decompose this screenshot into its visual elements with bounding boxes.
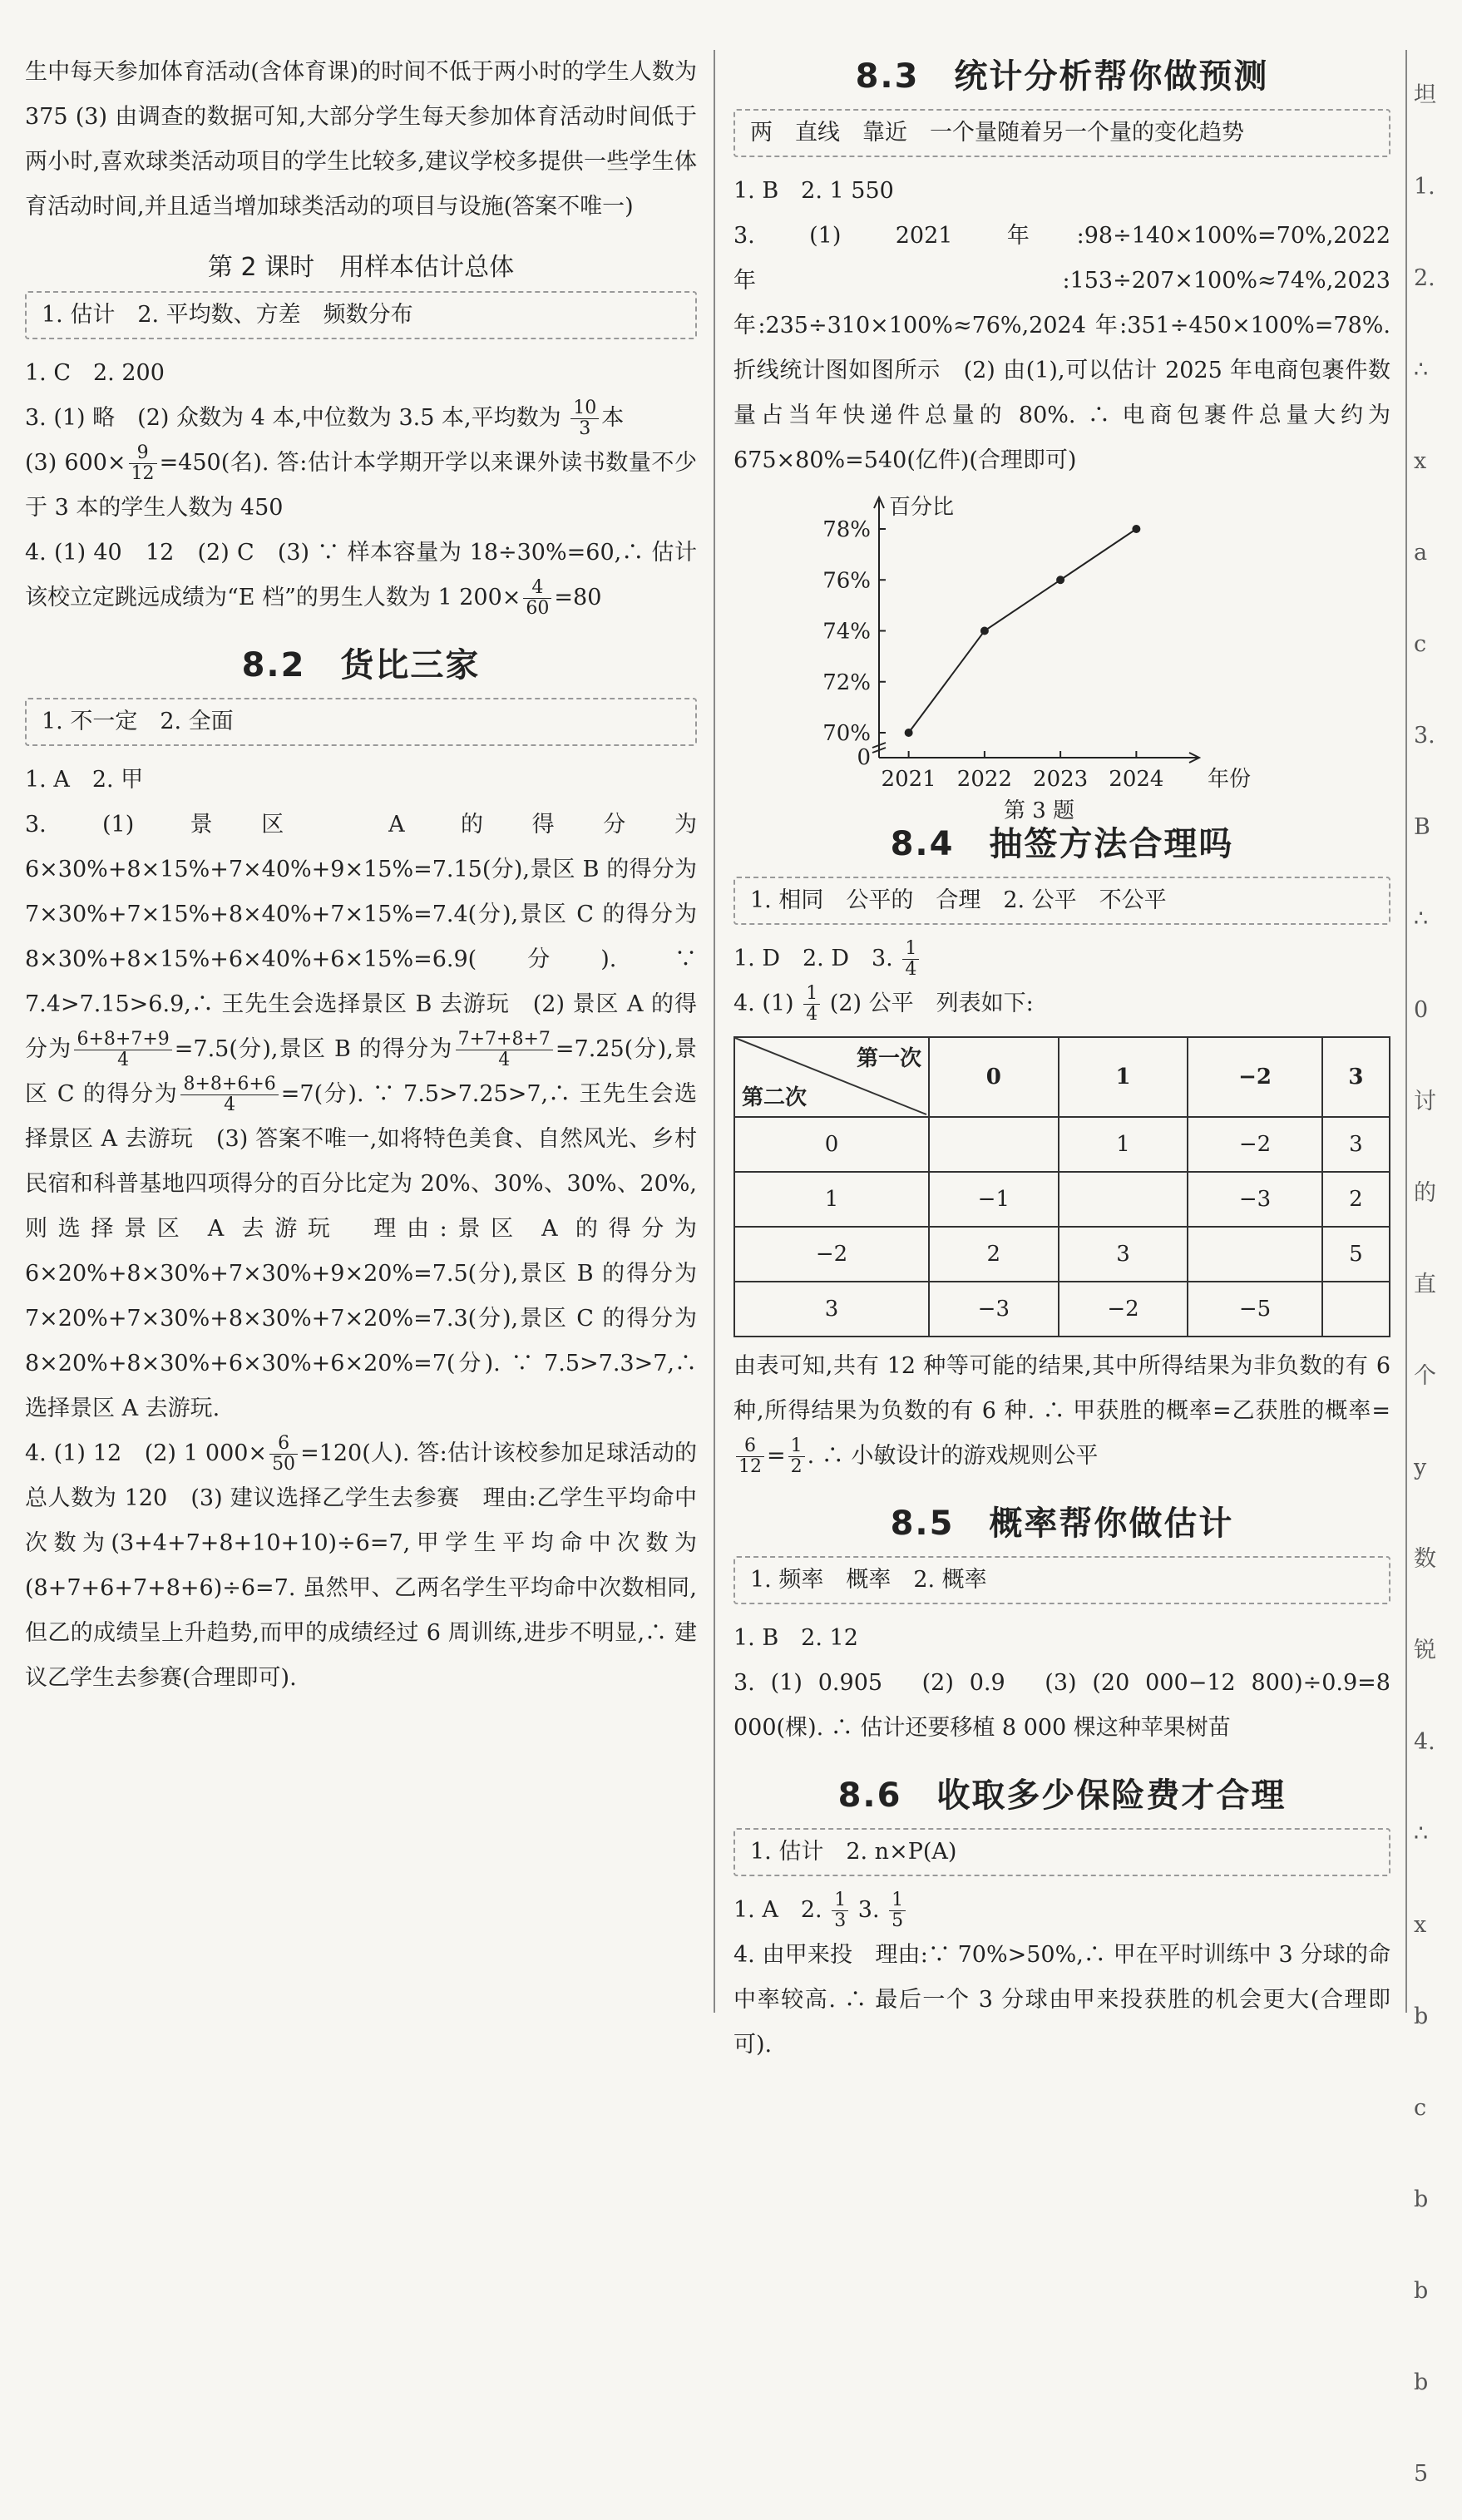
- q3-82-c: =7.25(分),景区 C 的得分为: [25, 1036, 698, 1107]
- corner-bottom-label: 第二次: [742, 1085, 808, 1110]
- after-table-b: . ∴ 小敏设计的游戏规则公平: [807, 1443, 1099, 1469]
- fragment-line: 3.: [1414, 723, 1435, 749]
- fragment-line: 坦: [1414, 82, 1436, 108]
- fraction-den: 2: [790, 1456, 803, 1477]
- fragment-line: 0: [1414, 997, 1429, 1023]
- fill-in-box-84: 1. 相同 公平的 合理 2. 公平 不公平: [733, 877, 1390, 925]
- fraction-num: 1: [832, 1890, 848, 1911]
- q4-82-a: 4. (1) 12 (2) 1 000×: [25, 1440, 268, 1466]
- fraction-b-score: [456, 1030, 553, 1070]
- fraction-num: 4: [523, 578, 551, 599]
- data-point: [1132, 525, 1140, 533]
- fraction-1-5: [889, 1890, 906, 1931]
- fill-in-box-1: 1. 估计 2. 平均数、方差 频数分布: [25, 291, 697, 339]
- fraction-9-12: [129, 443, 157, 484]
- answer-q12-83: 1. B 2. 1 550: [733, 178, 894, 204]
- fragment-line: ∴: [1414, 357, 1429, 383]
- q4-text: 4. (1) 40 12 (2) C (3) ∵ 样本容量为 18÷30%=60,∴ 估计该校立定跳远成绩为“E 档”的男生人数为 1 200×: [25, 540, 697, 610]
- answer-q4: [25, 531, 697, 620]
- data-point: [980, 627, 989, 635]
- fraction-num: 8+8+6+6: [180, 1075, 278, 1095]
- table-row: [734, 1282, 1390, 1337]
- outcome-table: [733, 1036, 1390, 1337]
- fraction-num: 1: [889, 1890, 906, 1911]
- fraction-num: 6+8+7+9: [74, 1030, 171, 1050]
- x-tick-label: 2024: [1109, 767, 1164, 792]
- fragment-line: ∴: [1414, 1821, 1429, 1846]
- q3b-tail: =450(名). 答:估计本学期开学以来课外读书数量不少于 3 本的学生人数为 450: [25, 450, 697, 521]
- right-column-fragment: [1414, 50, 1462, 2520]
- fraction-num: 9: [129, 443, 157, 464]
- table-col-header: 0: [929, 1037, 1059, 1117]
- q123-86-b: 3.: [857, 1897, 880, 1923]
- x-axis-label: 年份: [1208, 767, 1252, 792]
- answer-q12: 1. C 2. 200: [25, 360, 165, 386]
- table-cell: 2: [1322, 1172, 1390, 1227]
- q3b-pre: (3) 600×: [25, 450, 126, 476]
- q3-82-d: =7(分). ∵ 7.5>7.25>7,∴ 王先生会选择景区 A 去游玩 (3) 答案不唯一,如将特色美食、自然风光、乡村民宿和科普基地四项得分的百分比定为 20%、30%、30%、20%,则选择景区 A 去游玩 理由:景区 A 的得分为 6×20%+8×30%+7×30%+9×20%=7.5(分),景区 B 的得分为 7×20%+7×30%+8×30%+7×20%=7.3(分),景区 C 的得分为 8×20%+8×30%+6×30%+6×20%=7(分). ∵ 7.5>7.3>7,∴ 选择景区 A 去游玩.: [25, 1081, 697, 1421]
- table-cell: [1188, 1227, 1321, 1282]
- answer-q4-84: [733, 981, 1390, 1026]
- fragment-line: x: [1414, 448, 1427, 474]
- q3-tail: 本: [601, 405, 625, 431]
- q123-86-a: 1. A 2.: [733, 1897, 822, 1923]
- fraction-den: 50: [272, 1454, 296, 1475]
- fraction-num: 1: [803, 984, 820, 1005]
- fragment-line: c: [1414, 631, 1427, 657]
- table-col-header: −2: [1188, 1037, 1321, 1117]
- fraction-num: 6: [269, 1434, 298, 1455]
- q3-text: 3. (1) 略 (2) 众数为 4 本,中位数为 3.5 本,平均数为: [25, 405, 561, 431]
- section-8-4-title: 8.4 抽签方法合理吗: [890, 825, 1234, 863]
- y-tick-label: 72%: [822, 670, 871, 695]
- fragment-line: a: [1414, 540, 1428, 566]
- fraction-num: 1: [902, 939, 919, 960]
- fraction-den: 12: [738, 1456, 762, 1477]
- series-line: [909, 529, 1137, 733]
- table-cell: −2: [1059, 1282, 1188, 1337]
- fraction-1-3: [832, 1890, 848, 1931]
- answer-q3-part1: [25, 396, 697, 441]
- middle-column: [733, 50, 1390, 2068]
- x-tick-label: 2021: [881, 767, 936, 792]
- fraction-den: 60: [526, 598, 550, 619]
- q4-tail: =80: [554, 585, 602, 610]
- fill-in-box-86: 1. 估计 2. n×P(A): [733, 1828, 1390, 1876]
- fragment-line: 1.: [1414, 174, 1435, 200]
- fragment-line: 讨: [1414, 1089, 1436, 1114]
- fraction-den: 4: [905, 959, 917, 980]
- table-row: [734, 1227, 1390, 1282]
- table-row-header: 1: [734, 1172, 929, 1227]
- fraction-num: 1: [788, 1436, 805, 1457]
- answer-q123-84: [733, 936, 1390, 981]
- fragment-line: 个: [1414, 1363, 1436, 1389]
- column-divider-1: [714, 50, 715, 2013]
- y-tick-label: 74%: [822, 619, 871, 645]
- after-table-a: 由表可知,共有 12 种等可能的结果,其中所得结果为非负数的有 6 种,所得结果为负数的有 6 种. ∴ 甲获胜的概率=乙获胜的概率=: [733, 1353, 1390, 1424]
- table-row: [734, 1117, 1390, 1172]
- fraction-a-score: [74, 1030, 171, 1070]
- x-tick-label: 2022: [956, 767, 1012, 792]
- left-paragraph-1: 生中每天参加体育活动(含体育课)的时间不低于两小时的学生人数为 375 (3) 由调查的数据可知,大部分学生每天参加体育活动时间低于两小时,喜欢球类活动项目的学生比较多,建议学校多提供一些学生体育活动时间,并且适当增加球类活动的项目与设施(答案不唯一): [25, 59, 697, 220]
- fraction-num: 6: [736, 1436, 764, 1457]
- fraction-den: 4: [498, 1050, 511, 1070]
- fragment-line: b: [1414, 2278, 1429, 2304]
- table-cell: [1059, 1172, 1188, 1227]
- answer-q12-85: 1. B 2. 12: [733, 1625, 858, 1651]
- fraction-6-12: [736, 1436, 764, 1477]
- q3-82-a: 3. (1) 景区 A 的得分为 6×30%+8×15%+7×40%+9×15%=7.15(分),景区 B 的得分为 7×30%+7×15%+8×40%+7×15%=7.4(分),景区 C 的得分为 8×30%+8×15%+6×40%+6×15%=6.9(分). ∵ 7.4>7.15>6.9,∴ 王先生会选择景区 B 去游玩 (2) 景区 A 的得分为: [25, 812, 697, 1062]
- chart-caption: 第 3 题: [1003, 798, 1075, 823]
- section-8-2-title: 8.2 货比三家: [241, 646, 481, 684]
- table-cell: [929, 1117, 1059, 1172]
- fragment-line: 4.: [1414, 1729, 1435, 1755]
- answer-after-table: [733, 1344, 1390, 1479]
- lesson-title: 第 2 课时 用样本估计总体: [207, 253, 515, 282]
- table-cell: 2: [929, 1227, 1059, 1282]
- fraction-den: 3: [834, 1910, 847, 1931]
- answer-q123-86: [733, 1888, 1390, 1933]
- table-cell: −2: [1188, 1117, 1321, 1172]
- table-corner-cell: [734, 1037, 929, 1117]
- fraction-den: 4: [224, 1094, 236, 1115]
- fraction-6-50: [269, 1434, 298, 1475]
- y-tick-label: 78%: [822, 517, 871, 542]
- answer-q4-82: [25, 1431, 697, 1701]
- fragment-line: 直: [1414, 1272, 1436, 1297]
- table-cell: 5: [1322, 1227, 1390, 1282]
- table-cell: 3: [1059, 1227, 1188, 1282]
- table-row-header: 0: [734, 1117, 929, 1172]
- fill-in-box-2: 1. 不一定 2. 全面: [25, 698, 697, 746]
- table-header-row: [734, 1037, 1390, 1117]
- fraction-den: 5: [892, 1910, 904, 1931]
- answer-q3-83: 3. (1) 2021 年:98÷140×100%=70%,2022 年:153÷207×100%≈74%,2023 年:235÷310×100%≈76%,2024 年:351÷450×100%=78%. 折线统计图如图所示 (2) 由(1),可以估计 2025 年电商包裹件数量占当年快递件总量的 80%. ∴ 电商包裹件总量大约为 675×80%=540(亿件)(合理即可): [733, 223, 1390, 473]
- fraction-1-4: [803, 984, 820, 1025]
- x-tick-label: 2023: [1033, 767, 1089, 792]
- answer-q3-85: 3. (1) 0.905 (2) 0.9 (3) (20 000−12 800)÷0.9=8 000(棵). ∴ 估计还要移植 8 000 棵这种苹果树苗: [733, 1670, 1390, 1741]
- fraction-num: 7+7+8+7: [456, 1030, 553, 1050]
- table-cell: [1322, 1282, 1390, 1337]
- corner-top-label: 第一次: [856, 1046, 921, 1071]
- q4-82-b: =120(人). 答:估计该校参加足球活动的总人数为 120 (3) 建议选择乙学生去参赛 理由:乙学生平均命中次数为(3+4+7+8+10+10)÷6=7,甲学生平均命中次数为(8+7+6+7+8+6)÷6=7. 虽然甲、乙两名学生平均命中次数相同,但乙的成绩呈上升趋势,而甲的成绩经过 6 周训练,进步不明显,∴ 建议乙学生去参赛(合理即可).: [25, 1440, 697, 1691]
- line-chart: [733, 483, 1390, 823]
- fragment-line: c: [1414, 2095, 1427, 2121]
- y-tick-label: 70%: [822, 721, 871, 746]
- fraction-1-4: [902, 939, 919, 980]
- answer-q12-82: 1. A 2. 甲: [25, 767, 144, 793]
- q4-84-pre: 4. (1): [733, 991, 794, 1016]
- y-axis-label: 百分比: [889, 495, 955, 520]
- data-point: [905, 729, 913, 737]
- fraction-den: 4: [117, 1050, 130, 1070]
- fraction-den: 3: [579, 418, 591, 439]
- fraction-c-score: [180, 1075, 278, 1115]
- fragment-line: 数: [1414, 1546, 1436, 1572]
- answer-q3-part3: [25, 441, 697, 531]
- fill-in-box-83: 两 直线 靠近 一个量随着另一个量的变化趋势: [733, 109, 1390, 157]
- table-cell: 1: [1059, 1117, 1188, 1172]
- fragment-line: B: [1414, 814, 1430, 840]
- fraction-den: 12: [131, 463, 155, 484]
- table-cell: −3: [1188, 1172, 1321, 1227]
- left-column: [25, 50, 697, 1701]
- table-cell: −1: [929, 1172, 1059, 1227]
- fraction-4-60: [523, 578, 551, 619]
- table-col-header: 3: [1322, 1037, 1390, 1117]
- q123-84-text: 1. D 2. D 3.: [733, 946, 893, 971]
- column-divider-2: [1405, 50, 1407, 2013]
- equals-sign: =: [767, 1443, 786, 1469]
- q3-82-b: =7.5(分),景区 B 的得分为: [174, 1036, 453, 1062]
- fragment-line: b: [1414, 2004, 1429, 2029]
- origin-label: 0: [857, 745, 871, 770]
- answer-q3-82: [25, 803, 697, 1431]
- section-8-6-title: 8.6 收取多少保险费才合理: [837, 1776, 1287, 1815]
- fraction-10-3: [570, 398, 599, 439]
- fraction-den: 4: [806, 1004, 818, 1025]
- fragment-line: 2.: [1414, 265, 1435, 291]
- line-chart-svg: [733, 483, 1390, 823]
- fraction-num: 10: [570, 398, 599, 419]
- fragment-line: ∴: [1414, 906, 1429, 931]
- table-row: [734, 1172, 1390, 1227]
- fragment-line: x: [1414, 1912, 1427, 1938]
- answer-q4-86: 4. 由甲来投 理由:∵ 70%>50%,∴ 甲在平时训练中 3 分球的命中率较高. ∴ 最后一个 3 分球由甲来投获胜的机会更大(合理即可).: [733, 1942, 1390, 2058]
- table-cell: −5: [1188, 1282, 1321, 1337]
- fragment-line: 5: [1414, 2461, 1429, 2487]
- data-point: [1056, 576, 1064, 584]
- table-row-header: −2: [734, 1227, 929, 1282]
- table-cell: −3: [929, 1282, 1059, 1337]
- q4-84-tail: (2) 公平 列表如下:: [829, 991, 1034, 1016]
- fragment-line: 锐: [1414, 1638, 1436, 1663]
- section-8-3-title: 8.3 统计分析帮你做预测: [855, 57, 1269, 96]
- table-cell: 3: [1322, 1117, 1390, 1172]
- fragment-line: y: [1414, 1455, 1427, 1480]
- fragment-line: b: [1414, 2186, 1429, 2212]
- table-col-header: 1: [1059, 1037, 1188, 1117]
- fill-in-box-85: 1. 频率 概率 2. 概率: [733, 1556, 1390, 1604]
- section-8-5-title: 8.5 概率帮你做估计: [890, 1505, 1234, 1543]
- y-tick-label: 76%: [822, 568, 871, 594]
- table-row-header: 3: [734, 1282, 929, 1337]
- fragment-line: 的: [1414, 1180, 1436, 1206]
- fraction-1-2: [788, 1436, 805, 1477]
- fragment-line: b: [1414, 2369, 1429, 2395]
